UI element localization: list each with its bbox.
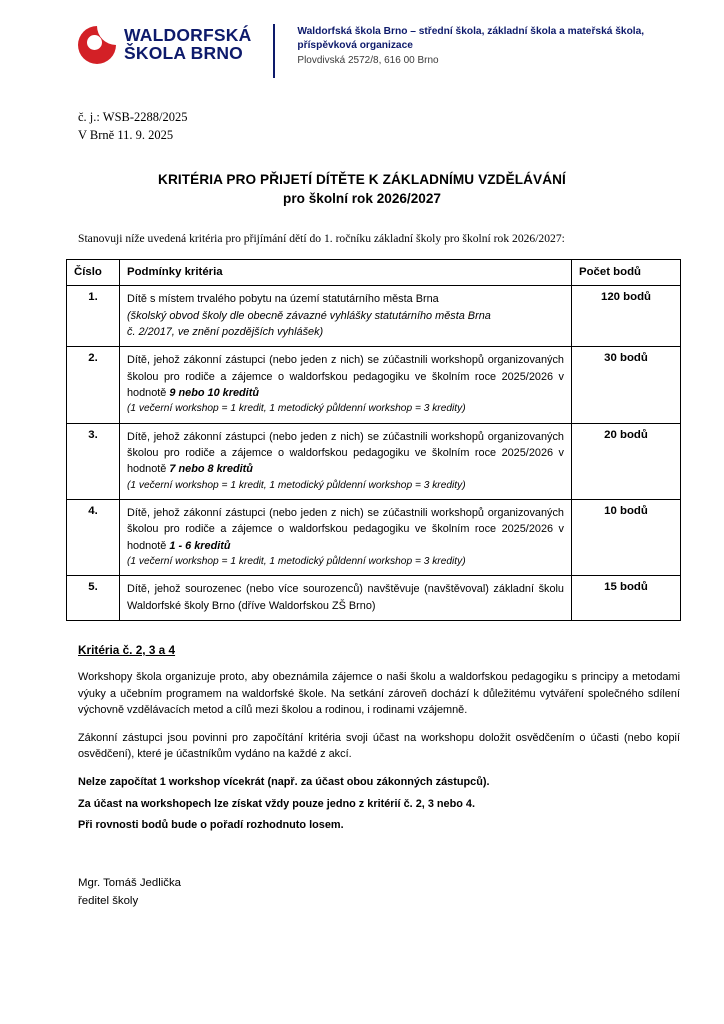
row-condition [120,347,572,423]
column-header-condition: Podmínky kritéria [120,260,572,286]
column-header-points: Počet bodů [572,260,681,286]
condition-text [127,429,564,478]
condition-credit-note: (1 večerní workshop = 1 kredit, 1 metodický půldenní workshop = 3 kredity) [127,479,466,491]
row-number: 1. [67,286,120,347]
school-name-line-2: příspěvková organizace [297,40,413,52]
notes-paragraph-3: Nelze započítat 1 workshop vícekrát (např. za účast obou zákonných zástupců). [78,775,490,788]
row-points: 20 bodů [572,423,681,499]
row-points: 10 bodů [572,500,681,576]
table-row [67,500,681,576]
condition-text: Dítě s místem trvalého pobytu na území statutárního města Brna [127,293,439,306]
logo-line-2: ŠKOLA BRNO [124,43,243,63]
school-address: Plovdivská 2572/8, 616 00 Brno [297,54,439,66]
column-header-number: Číslo [67,260,120,286]
notes-paragraph-5: Při rovnosti bodů bude o pořadí rozhodnuto losem. [78,819,344,832]
place-and-date: V Brně 11. 9. 2025 [78,128,174,143]
table-row [67,347,681,423]
file-number: č. j.: WSB-2288/2025 [78,110,188,124]
school-name-line-1: Waldorfská škola Brno – střední škola, základní škola a mateřská škola, [297,26,645,37]
condition-text [127,352,564,401]
title-sub: pro školní rok 2026/2027 [283,191,441,207]
row-points: 120 bodů [572,286,681,347]
condition-note-2: č. 2/2017, ve znění pozdějších vyhlášek) [127,325,324,338]
row-condition [120,500,572,576]
notes-section [78,643,680,834]
condition-highlight: 7 nebo 8 kreditů [169,463,253,476]
condition-main: Dítě, jehož zákonní zástupci (nebo jeden z nich) se zúčastnili workshopů organizovaných školou pro rodiče a zájemce o waldorfskou pedagogiku ve školním roce 2025/2026 v hodnotě [127,354,564,400]
condition-note-1: (školský obvod školy dle obecně závazné vyhlášky statutárního města Brna [127,309,491,322]
row-number: 3. [67,423,120,499]
condition-credit-note: (1 večerní workshop = 1 kredit, 1 metodický půldenní workshop = 3 kredity) [127,556,466,568]
intro-paragraph: Stanovuji níže uvedená kritéria pro přijímání dětí do 1. ročníku základní školy pro školní rok 2026/2027: [78,232,565,246]
row-number: 2. [67,347,120,423]
condition-text [127,505,564,554]
row-condition [120,576,572,621]
logo-wordmark [124,27,251,63]
row-condition [120,423,572,499]
notes-heading: Kritéria č. 2, 3 a 4 [78,643,176,658]
table-row [67,576,681,621]
row-points: 30 bodů [572,347,681,423]
condition-text: Dítě, jehož sourozenec (nebo více sourozenců) navštěvuje (navštěvoval) základní školu Waldorfské školy Brno (dříve Waldorfskou ZŠ Brno) [127,583,564,612]
table-header-row [67,260,681,286]
page-title [0,172,724,206]
school-identification [297,22,644,68]
notes-paragraph-1: Workshopy škola organizuje proto, aby obeznámila zájemce o naši školu a waldorfskou pedagogiku s principy a metodami výuky a učebním programem na waldorfské škole. Na setkání zároveň dochází k důležitému vytváření společného sdílení výchovně vzdělávacích metod a cílů mezi školou a rodinou, i rodinami vzájemně. [78,671,680,717]
signatory-role: ředitel školy [78,894,139,907]
red-circle-logo-icon [78,26,116,64]
logo-line-1: WALDORFSKÁ [124,25,252,46]
condition-main: Dítě, jehož zákonní zástupci (nebo jeden z nich) se zúčastnili workshopů organizovaných školou pro rodiče a zájemce o waldorfskou pedagogiku ve školním roce 2025/2026 v hodnotě [127,507,564,552]
row-condition [120,286,572,347]
condition-highlight: 9 nebo 10 kreditů [169,387,259,400]
school-logo [78,22,251,64]
table-row [67,423,681,499]
document-references [78,108,724,144]
notes-paragraph-2: Zákonní zástupci jsou povinni pro započítání kritéria svoji účast na workshopu doložit osvědčením o účasti (nebo kopií osvědčení), které je účastníkům vydáno na každé z akcí. [78,731,680,761]
condition-highlight: 1 - 6 kreditů [169,539,231,552]
notes-paragraph-4: Za účast na workshopech lze získat vždy pouze jedno z kritérií č. 2, 3 nebo 4. [78,797,476,810]
condition-credit-note: (1 večerní workshop = 1 kredit, 1 metodický půldenní workshop = 3 kredity) [127,403,466,415]
criteria-table [66,259,681,621]
condition-main: Dítě, jehož zákonní zástupci (nebo jeden z nich) se zúčastnili workshopů organizovaných školou pro rodiče a zájemce o waldorfskou pedagogiku ve školním roce 2025/2026 v hodnotě [127,430,564,476]
title-main: KRITÉRIA PRO PŘIJETÍ DÍTĚTE K ZÁKLADNÍMU VZDĚLÁVÁNÍ [158,172,566,188]
table-row [67,286,681,347]
header-divider [273,24,275,78]
row-number: 4. [67,500,120,576]
document-header [0,0,724,80]
row-number: 5. [67,576,120,621]
signatory-name: Mgr. Tomáš Jedlička [78,876,181,889]
signature-block [78,874,680,911]
row-points: 15 bodů [572,576,681,621]
